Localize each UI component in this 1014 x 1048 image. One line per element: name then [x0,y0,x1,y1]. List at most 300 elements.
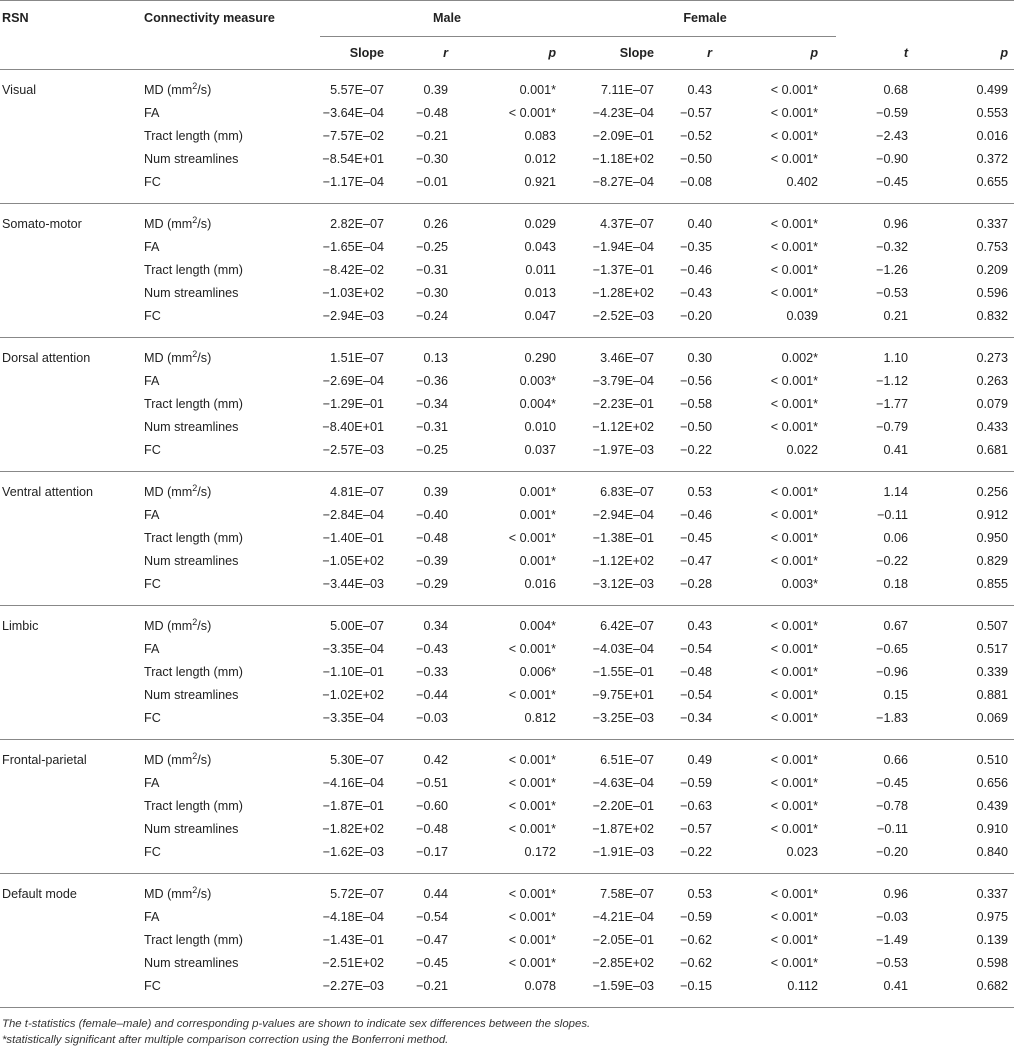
male-slope: 2.82E–07 [320,204,392,237]
female-p: < 0.001* [770,129,819,143]
male-r: −0.01 [416,175,448,189]
measure-text: FC [144,309,161,323]
male-r: 0.42 [392,740,456,773]
female-r: −0.62 [680,956,713,970]
male-p: < 0.001* [508,933,557,947]
measure-name [136,684,320,707]
table-row [0,259,1014,282]
male-slope: −2.69E–04 [322,374,384,388]
male-p: 0.083 [524,129,557,143]
measure-name [136,527,320,550]
male-r: −0.03 [416,711,448,725]
male-slope: −2.51E+02 [322,956,384,970]
table-row [0,661,1014,684]
measure-name [136,472,320,505]
female-p: < 0.001* [720,874,836,907]
measure-name [136,795,320,818]
female-label: Female [683,11,727,25]
female-r: 0.43 [687,83,713,97]
male-slope: −2.57E–03 [322,443,384,457]
t-value: 0.21 [883,309,909,323]
t-value: −0.32 [876,240,909,254]
female-r: −0.35 [680,240,713,254]
female-r-header: r [660,37,720,70]
male-r-header: r [392,37,456,70]
rsn-name [0,236,136,259]
measure-text: Num streamlines [144,152,239,166]
female-p: < 0.001* [720,204,836,237]
measure-name [136,148,320,171]
rsn-name [0,929,136,952]
measure-unit: /s) [197,753,212,767]
female-slope: −2.09E–01 [592,129,655,143]
p-value: 0.832 [976,309,1009,323]
table-row [0,550,1014,573]
measure-superscript: 2 [192,885,198,895]
rsn-name [0,370,136,393]
table-row [0,906,1014,929]
measure-text: Num streamlines [144,286,239,300]
rsn-name [0,818,136,841]
male-r: −0.44 [416,688,448,702]
male-r: −0.48 [416,531,448,545]
female-slope: −1.55E–01 [592,665,655,679]
male-p: 0.013 [524,286,557,300]
male-p: 0.001* [519,554,557,568]
rsn-header: RSN [0,1,136,37]
male-header [320,1,574,37]
female-p: < 0.001* [770,240,819,254]
male-p: 0.172 [524,845,557,859]
female-r: −0.22 [680,845,713,859]
female-r: −0.62 [680,933,713,947]
measure-text: FC [144,577,161,591]
female-slope: −2.94E–04 [592,508,655,522]
t-value: 0.67 [836,606,916,639]
female-r: −0.46 [680,263,713,277]
measure-name [136,338,320,371]
male-slope: 5.57E–07 [330,83,384,97]
measure-text: Num streamlines [144,554,239,568]
p-value: 0.855 [976,577,1009,591]
table-row [0,204,1014,237]
male-r: 0.39 [392,472,456,505]
measure-name [136,661,320,684]
female-r: 0.30 [660,338,720,371]
t-value: −2.43 [876,129,909,143]
rsn-name [0,772,136,795]
measure-superscript: 2 [192,483,198,493]
female-r: −0.20 [680,309,713,323]
measure-text: MD (mm [144,485,193,499]
t-value: −0.59 [876,106,909,120]
table-row [0,504,1014,527]
female-slope: −4.63E–04 [592,776,655,790]
female-p: 0.002* [720,338,836,371]
female-r: −0.47 [680,554,713,568]
measure-text: Num streamlines [144,688,239,702]
male-slope-header: Slope [320,37,392,70]
female-slope: 6.51E–07 [574,740,660,773]
female-p: 0.112 [787,979,819,993]
measure-unit: /s) [197,887,212,901]
male-p-header: p [456,37,574,70]
female-slope: −2.05E–01 [592,933,655,947]
t-value: −0.65 [876,642,909,656]
t-value: −0.79 [876,420,909,434]
measure-text: MD (mm [144,217,193,231]
footnote-2: *statistically significant after multiple comparison correction using the Bonferroni method. [2,1034,449,1046]
female-slope: −9.75E+01 [592,688,655,702]
female-r: −0.34 [680,711,713,725]
female-slope: −1.12E+02 [592,554,655,568]
male-slope: 5.30E–07 [320,740,392,773]
female-slope: −1.18E+02 [592,152,655,166]
measure-text: FC [144,175,161,189]
table-row [0,841,1014,874]
measure-text: Tract length (mm) [144,665,243,679]
female-r: −0.50 [680,420,713,434]
p-value: 0.656 [976,776,1009,790]
female-p: < 0.001* [770,665,819,679]
rsn-name [0,684,136,707]
measure-superscript: 2 [192,349,198,359]
female-p: < 0.001* [770,933,819,947]
female-slope: −1.91E–03 [592,845,655,859]
measure-name [136,504,320,527]
measure-name [136,638,320,661]
male-p: 0.001* [519,508,557,522]
p-value: 0.337 [916,204,1014,237]
female-p: 0.003* [781,577,819,591]
male-p: 0.010 [524,420,557,434]
p-value: 0.499 [976,83,1009,97]
male-p: 0.001* [519,83,557,97]
male-slope: −1.40E–01 [322,531,384,545]
male-slope: −1.29E–01 [322,397,384,411]
p-value: 0.598 [976,956,1009,970]
rsn-name [0,305,136,338]
measure-text: MD (mm [144,351,193,365]
male-p: 0.011 [525,263,557,277]
female-slope-header: Slope [574,37,660,70]
measure-text: Num streamlines [144,956,239,970]
p-header: p [916,37,1014,70]
measure-text: Tract length (mm) [144,799,243,813]
t-value: 0.06 [883,531,909,545]
female-slope: −1.38E–01 [592,531,655,545]
measure-superscript: 2 [192,81,198,91]
p-value: 0.339 [976,665,1009,679]
male-p: 0.043 [524,240,557,254]
table-row [0,171,1014,204]
table-row [0,874,1014,907]
female-r: −0.57 [680,106,713,120]
male-slope: −1.82E+02 [322,822,384,836]
female-r: −0.45 [680,531,713,545]
p-value: 0.079 [976,397,1009,411]
measure-text: FA [144,910,160,924]
rsn-name [0,975,136,1007]
male-r: −0.45 [416,956,448,970]
male-slope: −1.87E–01 [322,799,384,813]
table-row [0,282,1014,305]
female-p: < 0.001* [770,420,819,434]
p-value: 0.256 [916,472,1014,505]
female-p: < 0.001* [770,799,819,813]
female-slope: −2.85E+02 [592,956,655,970]
female-r: −0.46 [680,508,713,522]
female-r: −0.22 [680,443,713,457]
p-value: 0.209 [976,263,1009,277]
male-p: 0.078 [524,979,557,993]
rsn-name: Ventral attention [0,472,136,505]
male-p: < 0.001* [508,956,557,970]
male-r: −0.34 [416,397,448,411]
table-row [0,70,1014,103]
female-p: 0.039 [786,309,819,323]
p-value: 0.975 [976,910,1009,924]
female-p: < 0.001* [770,83,819,97]
measure-name [136,975,320,1007]
table-row [0,975,1014,1007]
female-r: 0.43 [660,606,720,639]
female-slope: −1.87E+02 [592,822,655,836]
male-slope: −8.42E–02 [322,263,384,277]
measure-name [136,416,320,439]
female-p-header: p [720,37,836,70]
female-slope: −1.59E–03 [592,979,655,993]
p-value: 0.682 [976,979,1009,993]
female-slope: 6.42E–07 [574,606,660,639]
table-row [0,148,1014,171]
rsn-name [0,148,136,171]
female-p: < 0.001* [770,822,819,836]
female-r: −0.43 [680,286,713,300]
rsn-name [0,439,136,472]
measure-text: MD (mm [144,83,193,97]
measure-name [136,305,320,338]
t-value: −0.03 [876,910,909,924]
measure-text: FC [144,979,161,993]
table-row [0,370,1014,393]
measure-text: Num streamlines [144,822,239,836]
t-value: −1.26 [876,263,909,277]
female-r: −0.57 [680,822,713,836]
rsn-name [0,795,136,818]
measure-text: FA [144,106,160,120]
rsn-name [0,416,136,439]
rsn-name [0,125,136,148]
female-slope: −2.20E–01 [592,799,655,813]
measure-unit: /s) [197,485,212,499]
male-r: −0.39 [416,554,448,568]
female-r: 0.49 [660,740,720,773]
table-row [0,818,1014,841]
male-p: 0.016 [524,577,557,591]
measure-unit: /s) [197,217,212,231]
male-r: −0.54 [416,910,448,924]
measure-text: Num streamlines [144,420,239,434]
male-p: 0.004* [519,397,557,411]
blank-header-2 [916,1,1014,37]
measure-text: FA [144,642,160,656]
female-r: −0.59 [680,910,713,924]
female-slope: −8.27E–04 [592,175,655,189]
t-value: −1.77 [876,397,909,411]
footnotes [0,1007,1014,1048]
male-p: 0.047 [524,309,557,323]
male-r: −0.17 [416,845,448,859]
female-p: < 0.001* [770,374,819,388]
measure-text: Tract length (mm) [144,933,243,947]
t-value: 0.96 [836,204,916,237]
female-r: −0.54 [680,642,713,656]
female-p: < 0.001* [770,106,819,120]
male-slope: 5.00E–07 [320,606,392,639]
measure-text: Tract length (mm) [144,263,243,277]
male-p: < 0.001* [508,688,557,702]
t-value: −0.53 [876,956,909,970]
male-r: −0.21 [416,129,448,143]
t-value: −0.11 [877,822,909,836]
table-row [0,236,1014,259]
male-r: −0.21 [416,979,448,993]
measure-name [136,929,320,952]
rsn-name [0,638,136,661]
female-r: −0.56 [680,374,713,388]
measure-name [136,707,320,740]
t-value: 0.18 [883,577,909,591]
table-row [0,472,1014,505]
p-value: 0.910 [976,822,1009,836]
female-p: 0.023 [786,845,819,859]
female-slope: −3.25E–03 [592,711,655,725]
male-p: < 0.001* [508,910,557,924]
male-r: 0.44 [392,874,456,907]
female-r: −0.50 [680,152,713,166]
male-p: < 0.001* [508,799,557,813]
p-value: 0.439 [976,799,1009,813]
measure-text: Tract length (mm) [144,129,243,143]
male-slope: −3.35E–04 [322,711,384,725]
female-p: 0.402 [786,175,819,189]
t-header: t [836,37,916,70]
measure-name [136,204,320,237]
male-r: 0.26 [392,204,456,237]
measure-name [136,550,320,573]
male-p: 0.921 [524,175,557,189]
male-p: < 0.001* [508,642,557,656]
rsn-name [0,393,136,416]
female-slope: −3.79E–04 [592,374,655,388]
rsn-name [0,906,136,929]
male-slope: −1.03E+02 [322,286,384,300]
measure-name [136,573,320,606]
measure-superscript: 2 [192,751,198,761]
p-value: 0.753 [976,240,1009,254]
p-value: 0.829 [976,554,1009,568]
female-slope: −2.23E–01 [592,397,655,411]
female-r: −0.08 [680,175,713,189]
p-value: 0.840 [976,845,1009,859]
table-row [0,952,1014,975]
female-slope: −4.03E–04 [592,642,655,656]
t-value: −0.45 [876,776,909,790]
measure-name [136,70,320,103]
male-slope: −1.05E+02 [322,554,384,568]
female-r: −0.28 [680,577,713,591]
female-slope: −1.97E–03 [592,443,655,457]
table-row [0,338,1014,371]
male-slope: 1.51E–07 [320,338,392,371]
male-slope: −2.27E–03 [322,979,384,993]
measure-name [136,102,320,125]
table-row [0,125,1014,148]
table-row [0,929,1014,952]
female-p: < 0.001* [770,910,819,924]
table-row [0,305,1014,338]
measure-name [136,874,320,907]
measure-text: MD (mm [144,887,193,901]
male-r: −0.31 [416,420,448,434]
p-value: 0.139 [976,933,1009,947]
table-row [0,638,1014,661]
t-value: −0.11 [877,508,909,522]
table-row [0,795,1014,818]
p-value: 0.016 [976,129,1009,143]
female-slope: −2.52E–03 [592,309,655,323]
male-p: < 0.001* [456,740,574,773]
rsn-name [0,527,136,550]
female-p: < 0.001* [770,263,819,277]
table-row [0,573,1014,606]
male-slope: −1.43E–01 [322,933,384,947]
measure-name [136,952,320,975]
male-slope: −8.54E+01 [322,152,384,166]
rsn-name [0,952,136,975]
rsn-name: Somato-motor [0,204,136,237]
female-p: < 0.001* [770,531,819,545]
female-p: < 0.001* [770,508,819,522]
female-r: −0.54 [680,688,713,702]
female-r: 0.40 [660,204,720,237]
male-p: < 0.001* [456,874,574,907]
measure-text: FA [144,508,160,522]
measure-text: MD (mm [144,619,193,633]
male-r: −0.47 [416,933,448,947]
female-slope: −1.94E–04 [592,240,655,254]
male-r: −0.33 [416,665,448,679]
rsn-name [0,102,136,125]
female-header [574,1,836,37]
t-value: −0.90 [876,152,909,166]
blank-header [836,1,916,37]
male-r: −0.29 [416,577,448,591]
rsn-name: Limbic [0,606,136,639]
male-p: 0.003* [519,374,557,388]
male-r: −0.40 [416,508,448,522]
male-r: −0.30 [416,152,448,166]
female-slope: −1.28E+02 [592,286,655,300]
female-p: < 0.001* [720,606,836,639]
p-value: 0.069 [976,711,1009,725]
t-value: −0.22 [876,554,909,568]
p-value: 0.507 [916,606,1014,639]
table-row [0,707,1014,740]
female-slope: 7.58E–07 [574,874,660,907]
rsn-name [0,661,136,684]
